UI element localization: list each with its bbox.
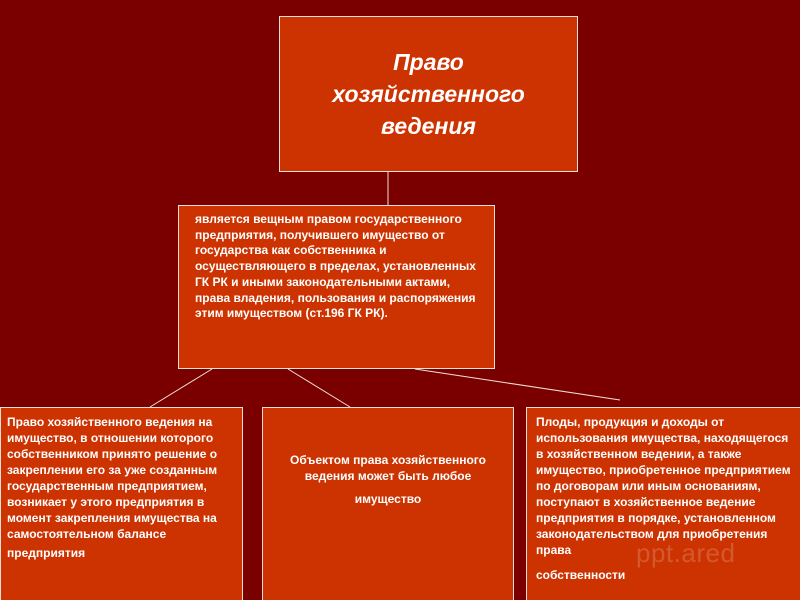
definition-box (178, 205, 495, 369)
middle-box (262, 407, 514, 600)
right-box (526, 407, 800, 600)
connector-definition-to-left (150, 369, 212, 407)
connector-definition-to-middle (288, 369, 350, 407)
title-box (279, 16, 578, 172)
connector-definition-to-right (415, 369, 620, 400)
right-text: Плоды, продукция и доходы от использования имущества, находящегося в хозяйственном ведении, а также имущество, приобретенное предприятием по договорам или иным основаниям, поступают в хозяйственное ведение предприятия в порядке, установленном законодательством для приобретения права (536, 415, 791, 557)
middle-text: Объектом права хозяйственного ведения может быть любое (290, 453, 486, 483)
diagram-title: Право хозяйственного ведения (332, 49, 525, 139)
definition-text: является вещным правом государственного предприятия, получившего имущество от государства как собственника и осуществляющего в пределах, установленных ГК РК и иными законодательными актами, права владения, пользования и распоряжения этим имуществом (ст.196 ГК РК). (195, 212, 476, 321)
left-tail-text: предприятия (7, 546, 86, 560)
middle-tail-text: имущество (354, 492, 422, 506)
left-text: Право хозяйственного ведения на имущество, в отношении которого собственником принято решение о закреплении его за уже созданным государственным предприятием, возникает у этого предприятия в момент закрепления имущества на самостоятельном балансе (7, 415, 218, 541)
watermark-logo: ppt.ared (636, 538, 736, 568)
right-tail-text: собственности (536, 568, 626, 582)
left-box (0, 407, 243, 600)
